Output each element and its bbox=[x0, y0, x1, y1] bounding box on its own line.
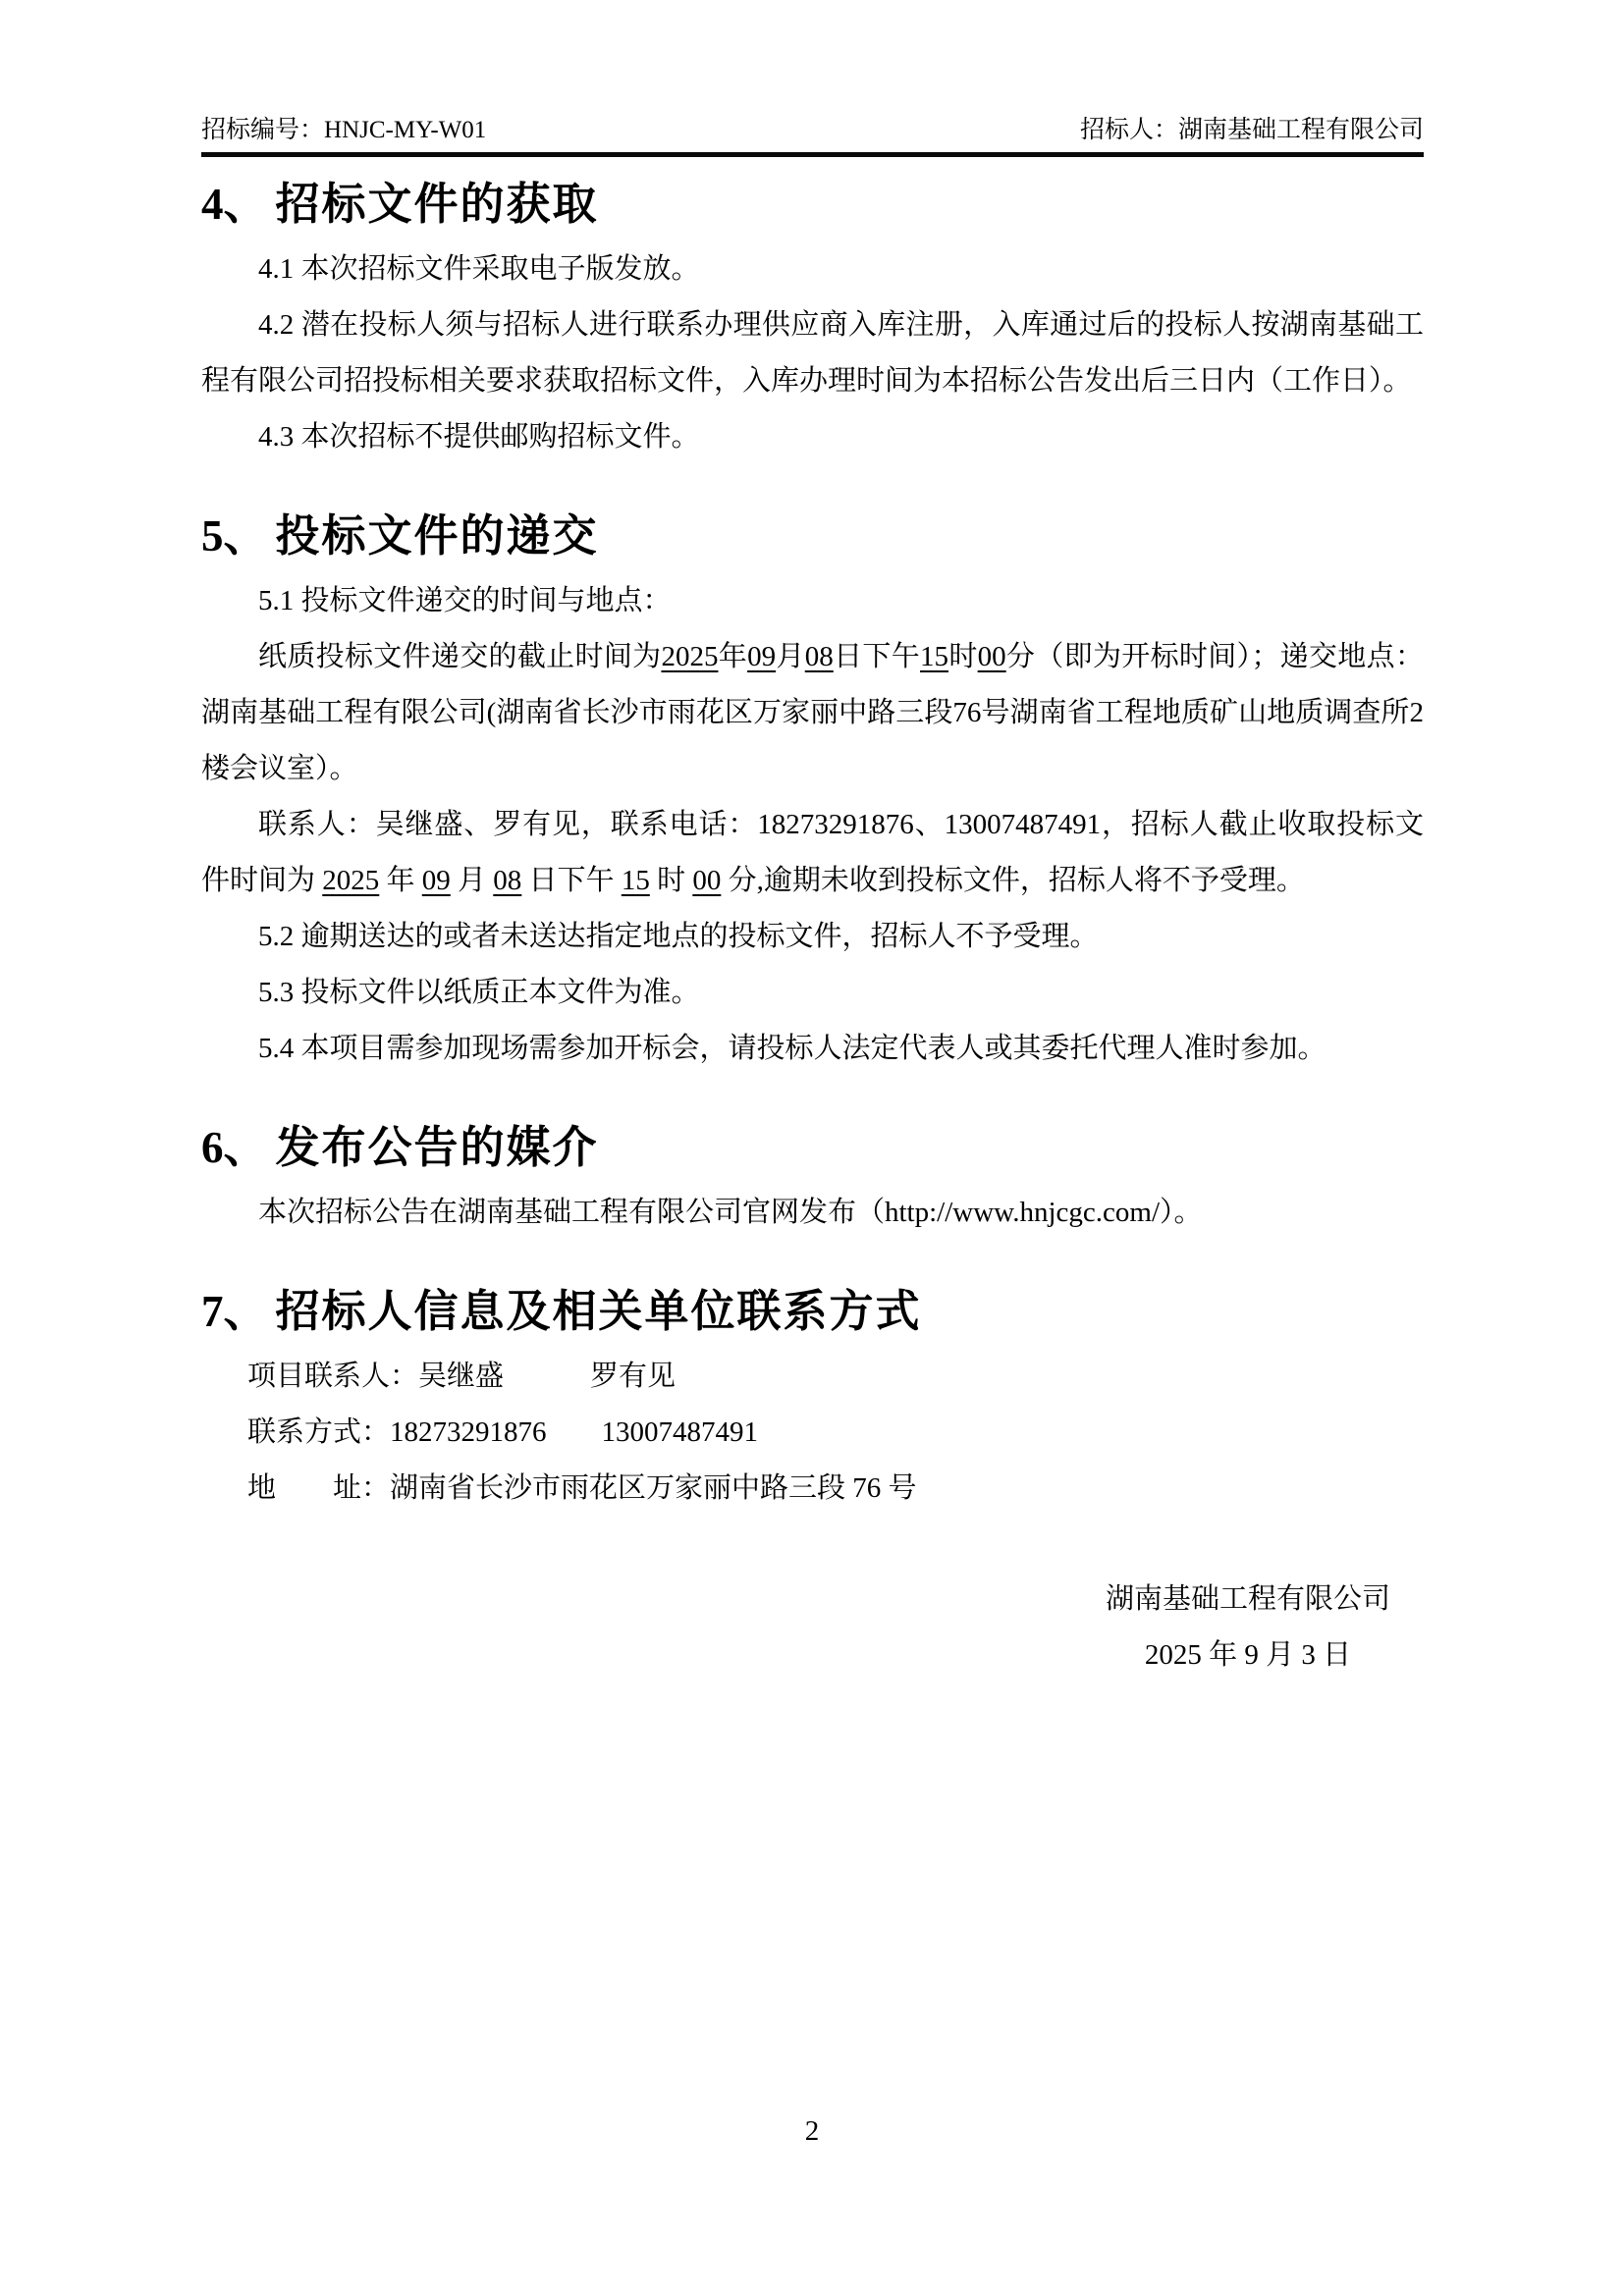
paragraph-deadline: 纸质投标文件递交的截止时间为2025年09月08日下午15时00分（即为开标时间）；递交地点：湖南基础工程有限公司(湖南省长沙市雨花区万家丽中路三段76号湖南省工程地质矿山地质调查所2楼会议室）。 bbox=[201, 641, 1424, 784]
section-5-heading bbox=[201, 507, 1424, 565]
project-contact-1: 吴继盛 bbox=[418, 1361, 505, 1392]
contact-year: 2025 bbox=[322, 865, 380, 896]
section-7-title-text: 招标人信息及相关单位联系方式 bbox=[275, 1287, 922, 1336]
paragraph-5-4: 5.4 本项目需参加现场需参加开标会，请投标人法定代表人或其委托代理人准时参加。 bbox=[258, 1033, 1326, 1064]
contact-month: 09 bbox=[421, 865, 451, 896]
section-6-number: 6、 bbox=[201, 1123, 268, 1172]
paragraph-4-2: 4.2 潜在投标人须与招标人进行联系办理供应商入库注册，入库通过后的投标人按湖南基础工程有限公司招投标相关要求获取招标文件，入库办理时间为本招标公告发出后三日内（工作日）。 bbox=[201, 309, 1424, 397]
header-divider-rule bbox=[201, 152, 1424, 157]
section-6-heading bbox=[201, 1118, 1424, 1177]
tenderer-label: 招标人： bbox=[1079, 117, 1178, 143]
section-4-number: 4、 bbox=[201, 180, 268, 229]
contact-minute: 00 bbox=[692, 865, 722, 896]
contact-phone-1: 18273291876 bbox=[390, 1416, 547, 1448]
tenderer-value: 湖南基础工程有限公司 bbox=[1177, 117, 1424, 143]
project-contact-2: 罗有见 bbox=[590, 1361, 677, 1392]
page-number: 2 bbox=[804, 2115, 820, 2147]
paragraph-media: 本次招标公告在湖南基础工程有限公司官网发布（http://www.hnjcgc.com/）。 bbox=[258, 1197, 1203, 1228]
tender-number-value: HNJC-MY-W01 bbox=[324, 117, 487, 143]
section-4-title-text: 招标文件的获取 bbox=[275, 180, 599, 229]
signature-block bbox=[1106, 1572, 1390, 1683]
project-contacts-label: 项目联系人： bbox=[247, 1361, 419, 1392]
section-7-heading bbox=[201, 1282, 1424, 1341]
signature-date: 2025 年 9 月 3 日 bbox=[1144, 1639, 1352, 1671]
section-5-title-text: 投标文件的递交 bbox=[275, 511, 599, 561]
tender-number-label: 招标编号： bbox=[201, 117, 325, 143]
address-row bbox=[201, 1461, 1424, 1517]
deadline-day: 08 bbox=[804, 641, 834, 672]
deadline-hour: 15 bbox=[920, 641, 949, 672]
contact-text: 联系人：吴继盛、罗有见，联系电话：18273291876、13007487491，招标人截止收取投标文件时间为 bbox=[201, 809, 1424, 896]
paragraph-4-1: 4.1 本次招标文件采取电子版发放。 bbox=[258, 253, 700, 285]
address-label: 地 址： bbox=[247, 1472, 391, 1504]
project-contacts-row bbox=[201, 1349, 1424, 1405]
contact-day: 08 bbox=[493, 865, 522, 896]
page-content bbox=[201, 0, 1424, 1683]
deadline-year: 2025 bbox=[661, 641, 719, 672]
contact-phone-2: 13007487491 bbox=[601, 1416, 759, 1448]
address-value: 湖南省长沙市雨花区万家丽中路三段 76 号 bbox=[390, 1472, 917, 1504]
contact-hour: 15 bbox=[621, 865, 650, 896]
deadline-month: 09 bbox=[747, 641, 777, 672]
paragraph-5-2: 5.2 逾期送达的或者未送达指定地点的投标文件，招标人不予受理。 bbox=[258, 921, 1099, 952]
paragraph-4-3: 4.3 本次招标不提供邮购招标文件。 bbox=[258, 421, 700, 453]
contact-phones-row bbox=[201, 1405, 1424, 1461]
page-header bbox=[201, 0, 1424, 145]
section-6-title-text: 发布公告的媒介 bbox=[275, 1123, 599, 1172]
paragraph-contact-info: 联系人：吴继盛、罗有见，联系电话：18273291876、13007487491，招标人截止收取投标文件时间为 2025 年 09 月 08 日下午 15 时 00 分,逾期未收到投标文件，招标人将不予受理。 bbox=[201, 809, 1424, 896]
contact-phones-label: 联系方式： bbox=[247, 1416, 391, 1448]
header-tenderer bbox=[1080, 116, 1424, 145]
header-tender-number bbox=[201, 116, 486, 145]
paragraph-5-3: 5.3 投标文件以纸质正本文件为准。 bbox=[258, 977, 700, 1008]
paragraph-5-1: 5.1 投标文件递交的时间与地点： bbox=[258, 585, 672, 616]
deadline-text: 纸质投标文件递交的截止时间为 bbox=[258, 641, 662, 672]
signature-company: 湖南基础工程有限公司 bbox=[1105, 1583, 1390, 1615]
section-5-number: 5、 bbox=[201, 511, 268, 561]
section-4-heading bbox=[201, 175, 1424, 234]
deadline-minute: 00 bbox=[977, 641, 1006, 672]
section-7-number: 7、 bbox=[201, 1287, 268, 1336]
